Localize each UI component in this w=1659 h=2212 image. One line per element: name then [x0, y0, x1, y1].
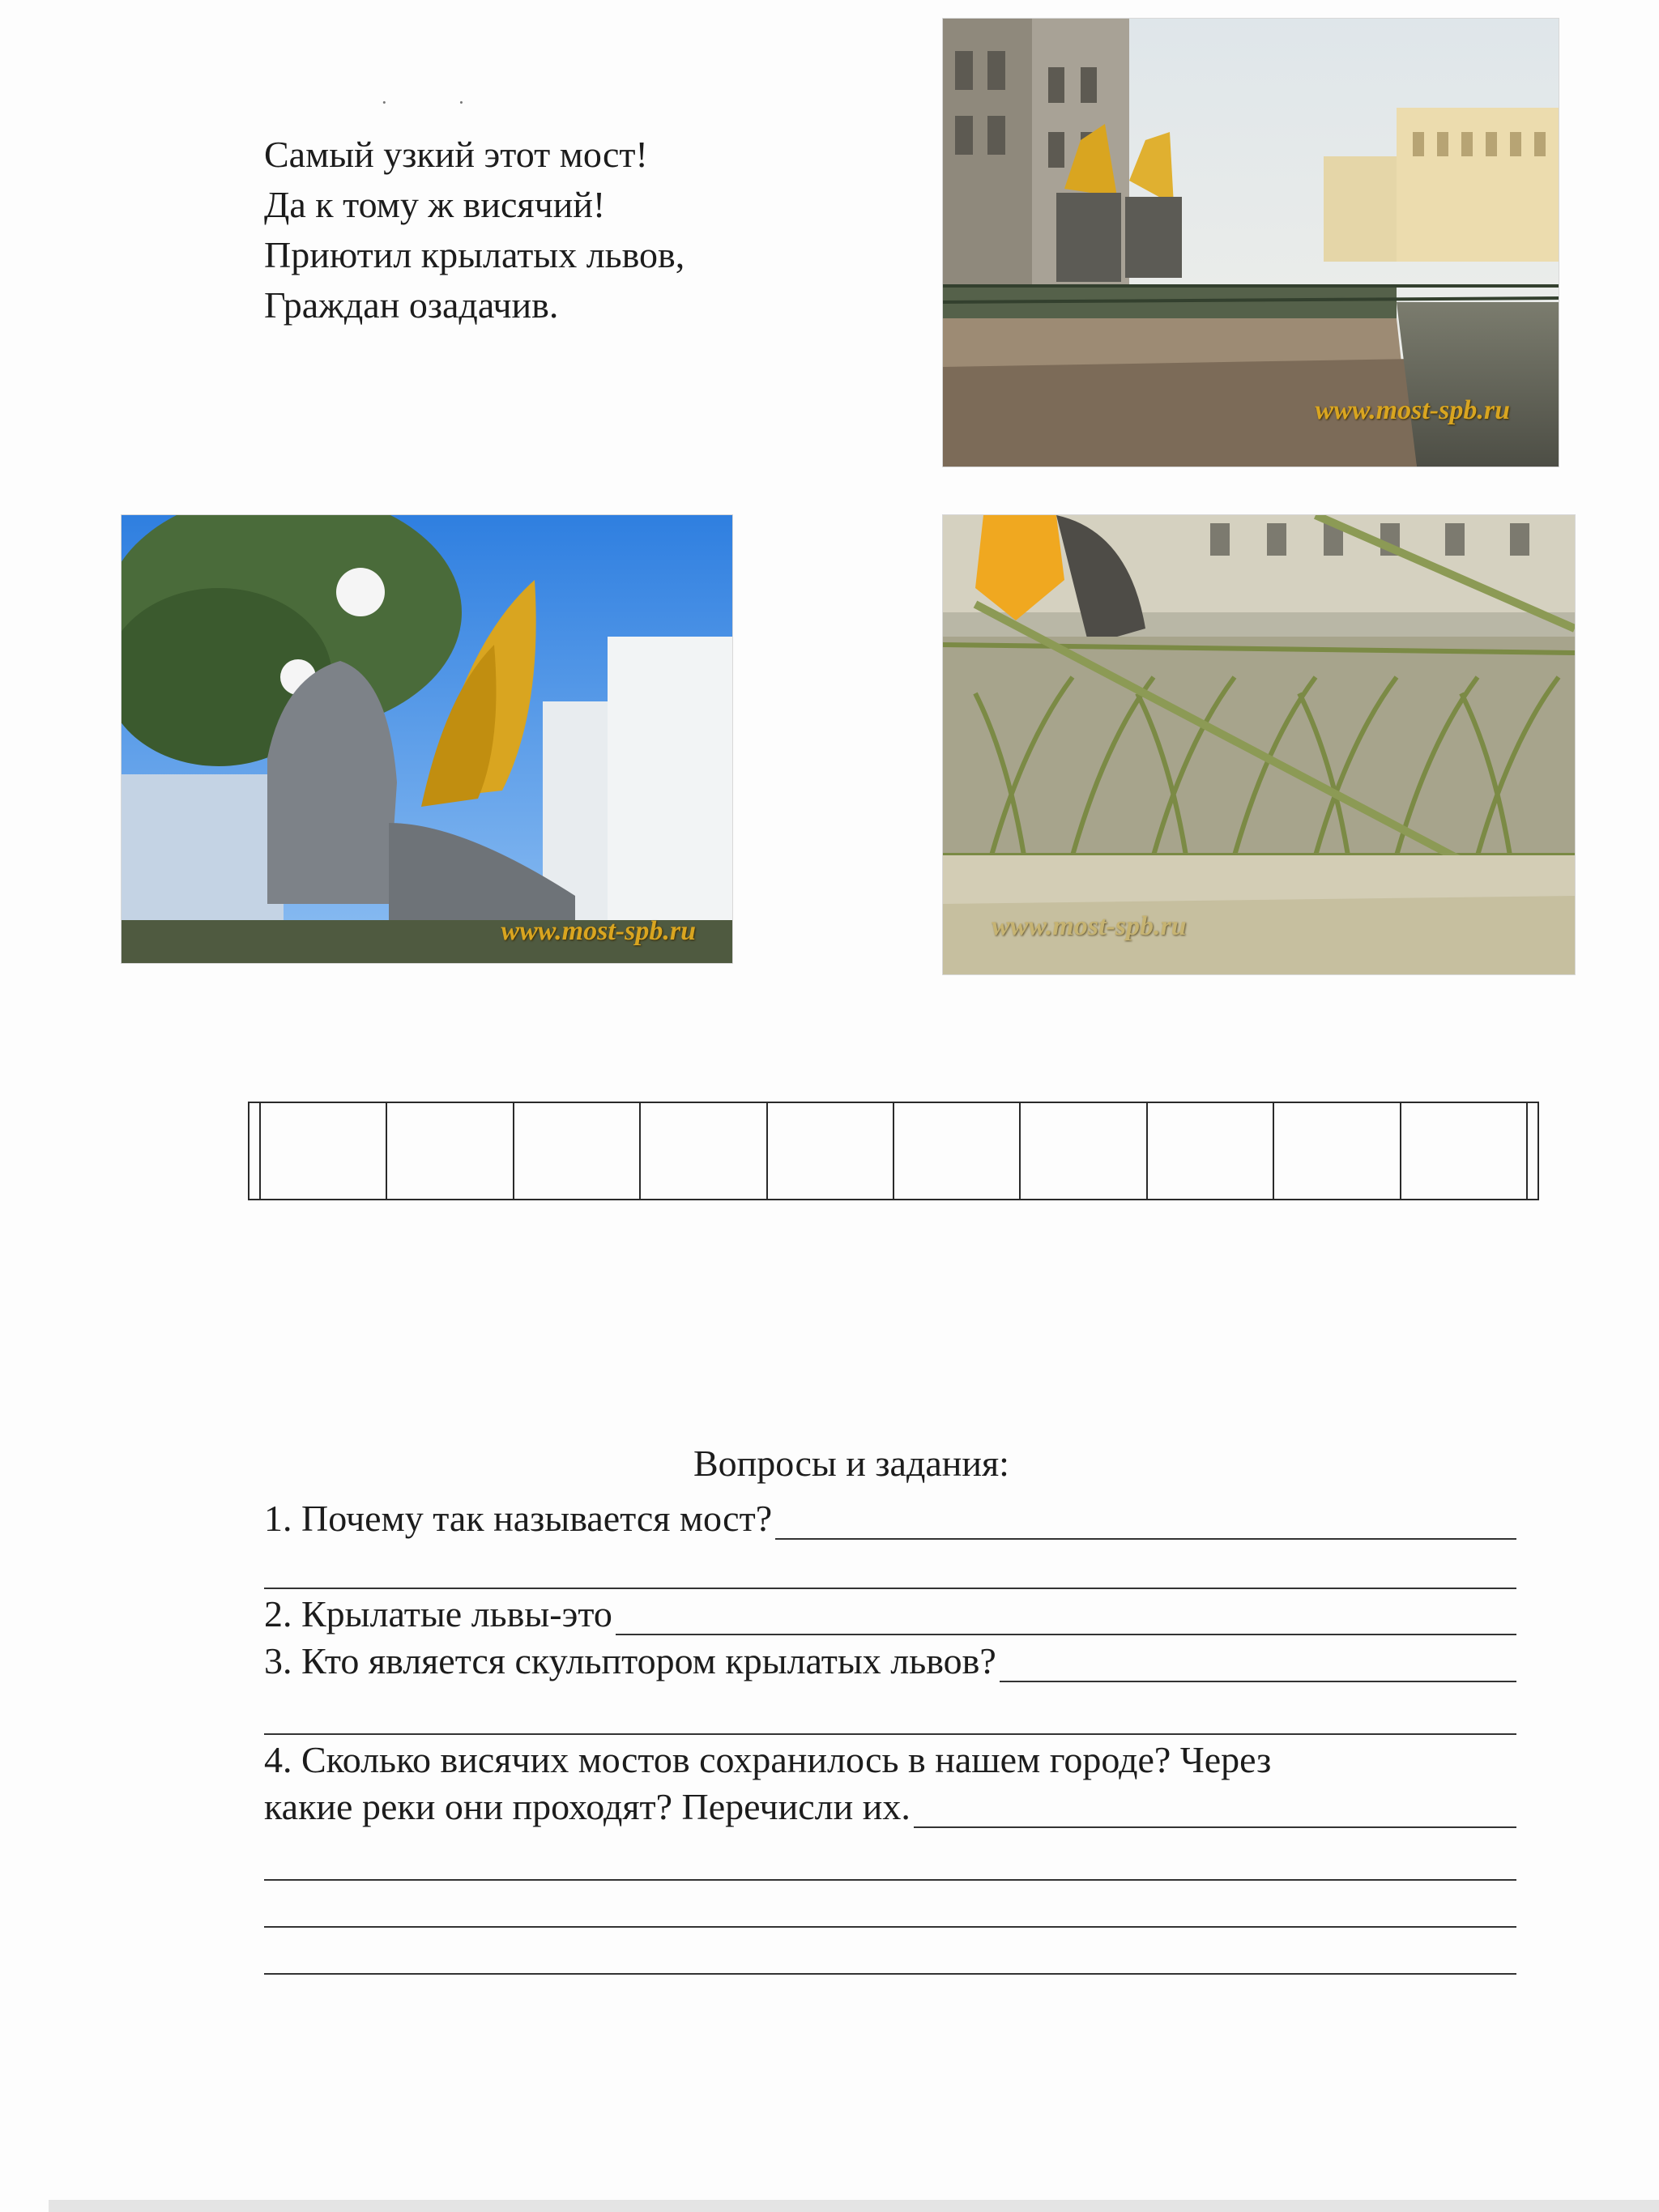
watermark-middle-right: www.most-spb.ru — [992, 911, 1187, 941]
question-3 — [264, 1639, 1516, 1682]
griffins-image — [122, 515, 732, 963]
answer-line-2[interactable] — [616, 1601, 1516, 1635]
question-4-text-1: 4. Сколько висячих мостов сохранилось в нашем городе? Через — [264, 1739, 1272, 1780]
question-1-text: 1. Почему так называется мост? — [264, 1498, 773, 1539]
watermark-top-right: www.most-spb.ru — [1315, 395, 1510, 425]
photo-canal-bridge — [942, 18, 1559, 467]
poem-line-2: Да к тому ж висячий! — [264, 184, 606, 225]
answer-cell[interactable] — [768, 1103, 894, 1199]
answer-line-1b[interactable] — [264, 1588, 1516, 1589]
question-1 — [264, 1497, 1516, 1540]
question-3-text: 3. Кто является скульптором крылатых львов? — [264, 1640, 996, 1681]
answer-line-1[interactable] — [775, 1506, 1516, 1540]
railing-image — [943, 515, 1575, 974]
photo-griffins — [121, 514, 733, 964]
answer-line-4b[interactable] — [264, 1879, 1516, 1881]
questions-heading: Вопросы и задания: — [693, 1443, 1009, 1484]
question-2-text: 2. Крылатые львы-это — [264, 1593, 612, 1634]
watermark-middle-left: www.most-spb.ru — [501, 916, 696, 946]
answer-line-4d[interactable] — [264, 1973, 1516, 1975]
answer-line-4c[interactable] — [264, 1926, 1516, 1928]
poem-line-3: Приютил крылатых львов, — [264, 234, 685, 275]
photo-railing — [942, 514, 1576, 975]
scan-dots: · · — [381, 91, 497, 114]
question-4-text-2: какие реки они проходят? Перечисли их. — [264, 1786, 911, 1827]
answer-line-3[interactable] — [1000, 1648, 1516, 1682]
answer-cell[interactable] — [261, 1103, 387, 1199]
answer-cell[interactable] — [641, 1103, 767, 1199]
question-2 — [264, 1592, 1516, 1635]
poem-line-4: Граждан озадачив. — [264, 284, 559, 326]
answer-line-4[interactable] — [914, 1794, 1516, 1828]
question-4-line-2 — [264, 1785, 1516, 1828]
scan-edge — [49, 2200, 1659, 2212]
answer-cell[interactable] — [1401, 1103, 1526, 1199]
answer-cell[interactable] — [894, 1103, 1021, 1199]
answer-letter-grid — [248, 1102, 1539, 1200]
answer-cell[interactable] — [514, 1103, 641, 1199]
answer-cell[interactable] — [1021, 1103, 1147, 1199]
poem-line-1: Самый узкий этот мост! — [264, 134, 648, 175]
answer-line-3b[interactable] — [264, 1733, 1516, 1735]
answer-cell[interactable] — [387, 1103, 514, 1199]
question-4-line-1 — [264, 1738, 1516, 1781]
answer-cell[interactable] — [1148, 1103, 1274, 1199]
answer-cell[interactable] — [1274, 1103, 1401, 1199]
poem — [264, 130, 684, 330]
